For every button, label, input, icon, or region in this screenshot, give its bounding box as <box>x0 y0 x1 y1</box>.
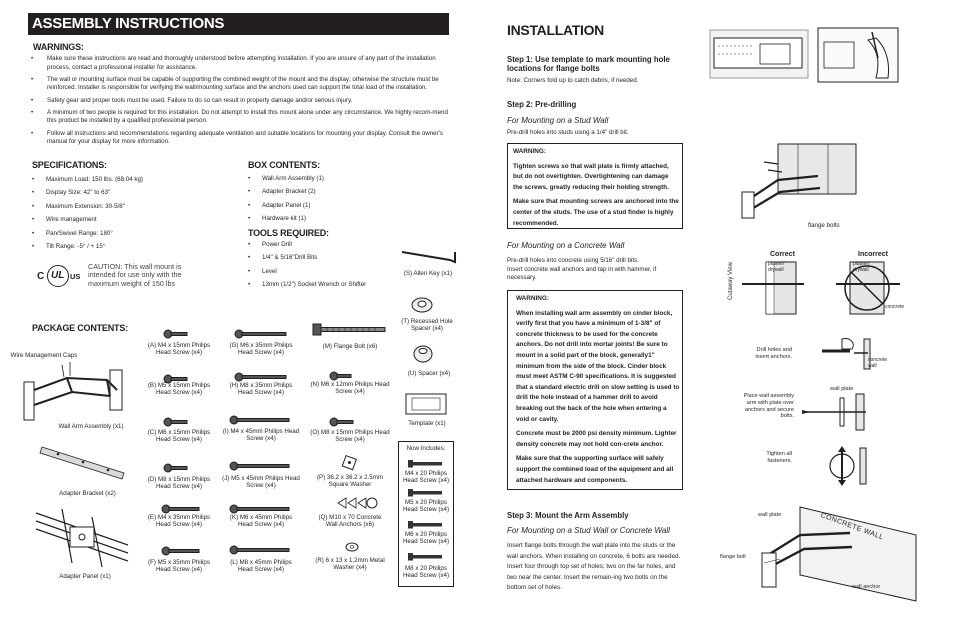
spec-item: • Maximum Extension: 30-5/8" <box>30 203 230 211</box>
include-item: M8 x 20 Philips Head Screw (x4) <box>402 565 450 580</box>
part-r-label: (R) 6 x 13 x 1.2mm Metal Washer (x4) <box>315 557 385 572</box>
concrete-label-small: concrete <box>885 304 905 310</box>
wall-plate-label-2: wall plate <box>758 512 782 518</box>
screw-a-illustration <box>164 330 194 340</box>
recessed-spacer-illustration <box>410 296 434 314</box>
concrete-text-2: Insert concrete wall anchors and tap in with hammer, if necessary. <box>507 266 657 281</box>
part-m-label: (M) Flange Bolt (x6) <box>322 343 378 350</box>
drill-holes-label: Drill holes and insert anchors. <box>755 347 792 360</box>
include-screw-icon <box>408 460 448 468</box>
part-p-label: (P) 36.2 x 36.2 x 2.5mm Square Washer <box>316 474 384 489</box>
warning2-p2: Concrete must be 2000 psi density minimum. Lighter density concrete may not hold con-crete anchor. <box>516 430 677 448</box>
correct-label: Correct <box>770 251 795 258</box>
screw-d-illustration <box>164 464 194 474</box>
warning-item: • Safety gear and proper tools must be used. Failure to do so can result in property damage and/or serious injury. <box>29 97 454 106</box>
part-h-label: (H) M8 x 35mm Philips Head Screw (x4) <box>229 382 293 397</box>
ul-mark: UL <box>51 270 65 281</box>
concrete-anchors-illustration <box>336 497 380 509</box>
metal-washer-illustration <box>344 542 360 552</box>
include-screw-icon <box>408 553 448 561</box>
tools-list <box>246 241 406 295</box>
warnings-heading: WARNINGS: <box>33 42 84 52</box>
template-illustration <box>404 392 448 416</box>
include-item: M6 x 20 Philips Head Screw (x4) <box>402 531 450 546</box>
spec-item: • Pan/Swivel Range: 180° <box>30 230 230 238</box>
concrete-wall-small-label: concrete wall <box>868 357 888 369</box>
flange-bolt-illustration <box>313 323 393 337</box>
box-item: • Adapter Bracket (2) <box>246 188 396 196</box>
spec-item: • Wire management <box>30 216 230 224</box>
part-a-label: (A) M4 x 15mm Philips Head Screw (x4) <box>147 342 211 357</box>
screw-i-illustration <box>230 416 300 426</box>
part-o-label: (O) M8 x 15mm Philips Head Screw (x4) <box>310 429 390 444</box>
screw-l-illustration <box>230 546 300 556</box>
wall-plate-label: wall plate <box>830 386 854 392</box>
step1-note: Note: Corners fold up to catch debris, if needed. <box>507 77 639 84</box>
box-item: • Hardware kit (1) <box>246 215 396 223</box>
incorrect-label: Incorrect <box>858 251 888 258</box>
square-washer-illustration <box>342 455 358 471</box>
place-plate-illustration <box>800 392 880 432</box>
part-n-label: (N) M6 x 12mm Philips Head Screw (x4) <box>310 381 390 396</box>
warning-item: • The wall or mounting surface must be capable of supporting the combined weight of the mount and the display; otherwise the structure must be reinforced. Installer is responsible for verifying the wall/mounting surface and the anchors used can support the total load of the installation. <box>29 76 454 93</box>
tool-item: • Level <box>246 268 406 276</box>
include-item: M5 x 20 Philips Head Screw (x4) <box>402 499 450 514</box>
ul-c-mark: C <box>37 271 45 282</box>
stud-wall-subtitle: For Mounting on a Stud Wall <box>507 116 609 125</box>
assembly-title-bar <box>28 13 449 35</box>
screw-o-illustration <box>330 418 360 428</box>
flange-bolt-label: flange bolt <box>720 554 746 560</box>
part-u-label: (U) Spacer (x4) <box>407 370 451 377</box>
allen-key-illustration <box>400 248 460 268</box>
plaster-label-correct: plaster/ drywall <box>768 261 785 273</box>
part-g-label: (G) M6 x 35mm Philips Head Screw (x4) <box>229 342 293 357</box>
warning1-p2: Make sure that mounting screws are anchored into the center of the studs. The use of a stud finder is highly recommended. <box>513 198 679 227</box>
marking-holes-illustration <box>818 28 900 84</box>
specs-heading: SPECIFICATIONS: <box>32 160 107 170</box>
warning-box-2 <box>507 290 683 490</box>
part-i-label: (I) M4 x 45mm Philips Head Screw (x4) <box>222 428 300 443</box>
wire-caps-label: Wire Management Caps <box>10 352 78 359</box>
warning1-heading: WARNING: <box>513 148 547 155</box>
part-l-label: (L) M8 x 45mm Philips Head Screw (x4) <box>230 559 292 574</box>
step3-text: Insert flange bolts through the wall plate into the studs or the wall anchors. When installing on concrete, 6 bolts are needed. Insert four through top set of holes; two on the far holes, and two near the center. Insert the remain-ing two bolts on the bottom set of holes. <box>507 542 681 592</box>
concrete-text-1: Pre-drill holes into concrete using 5/16" drill bits. <box>507 257 639 264</box>
stud-wall-text: Pre-drill holes into studs using a 1/4" drill bit. <box>507 129 629 136</box>
template-label: Template (x1) <box>408 420 446 427</box>
spec-item: • Tilt Range: -5° / + 15° <box>30 243 230 251</box>
include-screw-icon <box>408 489 448 497</box>
stud-wall-mount-illustration <box>738 140 858 220</box>
tighten-label: Tighten all fasteners. <box>766 451 792 464</box>
ul-us-mark: US <box>70 272 81 281</box>
cutaway-label: Cutaway View <box>728 262 734 300</box>
wall-arm-illustration <box>22 360 132 422</box>
ul-certification-logo <box>37 264 81 292</box>
adapter-bracket-illustration <box>38 443 128 483</box>
tool-item: • Power Drill <box>246 241 406 249</box>
warning2-heading: WARNING: <box>516 295 550 302</box>
screw-c-illustration <box>164 418 194 428</box>
part-b-label: (B) M5 x 15mm Philips Head Screw (x4) <box>147 382 211 397</box>
warning-box-1 <box>507 143 683 229</box>
warnings-list <box>29 55 454 150</box>
box-contents-list <box>246 175 396 229</box>
screw-f-illustration <box>162 547 202 557</box>
tighten-illustration <box>812 446 872 486</box>
assembly-title: ASSEMBLY INSTRUCTIONS <box>32 15 225 32</box>
screw-g-illustration <box>235 330 295 340</box>
part-e-label: (E) M4 x 35mm Philips Head Screw (x4) <box>147 514 211 529</box>
part-k-label: (K) M6 x 45mm Philips Head Screw (x4) <box>229 514 293 529</box>
box-item: • Wall Arm Assembly (1) <box>246 175 396 183</box>
plaster-label-incorrect: plaster/ drywall <box>853 261 870 273</box>
wall-arm-label: Wall Arm Assembly (x1) <box>58 423 124 430</box>
part-t-label: (T) Recessed Hole Spacer (x4) <box>401 318 453 333</box>
step2-title: Step 2: Pre-drilling <box>507 100 577 109</box>
spec-item: • Display Size: 42" to 63" <box>30 189 230 197</box>
warning2-p3: Make sure that the supporting surface will safely support the combined load of the equipment and all attached hardware and components. <box>516 455 674 484</box>
part-c-label: (C) M6 x 15mm Philips Head Screw (x4) <box>147 429 211 444</box>
box-item: • Adapter Panel (1) <box>246 202 396 210</box>
include-screw-icon <box>408 521 448 529</box>
part-s-label: (S) Allen Key (x1) <box>403 270 453 277</box>
tool-item: • 1/4" & 5/16"Drill Bits <box>246 254 406 262</box>
warning-item: • Follow all instructions and recommendations regarding adequate ventilation and suitable locations for mounting your display. Consult the owner's manual for your display for more information. <box>29 130 454 147</box>
step3-title: Step 3: Mount the Arm Assembly <box>507 511 629 520</box>
flange-bolts-label: flange bolts <box>808 222 840 229</box>
include-item: M4 x 20 Philips Head Screw (x4) <box>402 470 450 485</box>
place-wall-assembly-label: Place wall assembly arm with plate over anchors and secure bolts. <box>743 393 794 420</box>
warning-item: • Make sure these instructions are read and thoroughly understood before attempting installation. If you are unsure of any part of the installation process, contact a professional installer for assistance. <box>29 55 454 72</box>
spacer-illustration <box>412 344 434 364</box>
spec-item: • Maximum Load: 150 lbs. (68.04 kg) <box>30 176 230 184</box>
tools-heading: TOOLS REQUIRED: <box>248 228 329 238</box>
screw-j-illustration <box>230 462 300 472</box>
now-includes-heading: Now Includes: <box>406 445 446 452</box>
adapter-bracket-label: Adapter Bracket (x2) <box>59 490 116 497</box>
adapter-panel-illustration <box>32 505 132 567</box>
warning-item: • A minimum of two people is required for this installation. Do not attempt to install this mount alone under any circumstance. We highly recom-mend this product be installed by a qualified professional person. <box>29 109 454 126</box>
warning1-p1: Tighten screws so that wall plate is firmly attached, but do not overtighten. Overtightening can damage the screws, greatly reducing their holding strength. <box>513 162 669 191</box>
template-on-wall-illustration <box>710 30 810 80</box>
caution-text: CAUTION: This wall mount is intended for use only with the maximum weight of 150 lbs <box>88 262 182 288</box>
wall-anchor-label: wall anchor <box>852 584 881 590</box>
step1-title: Step 1: Use template to mark mounting hole locations for flange bolts <box>507 55 670 74</box>
concrete-wall-big-label: CONCRETE WALL <box>819 512 885 542</box>
specs-list <box>30 176 230 256</box>
part-f-label: (F) M5 x 35mm Philips Head Screw (x4) <box>148 559 210 574</box>
tool-item: • 13mm (1/2") Socket Wrench or Shifter <box>246 281 406 289</box>
installation-title: INSTALLATION <box>507 22 604 38</box>
part-q-label: (Q) M10 x 70 Concrete Wall Anchors (x6) <box>318 514 382 529</box>
package-contents-heading: PACKAGE CONTENTS: <box>32 323 128 333</box>
step3-subtitle: For Mounting on a Stud Wall or Concrete Wall <box>507 526 670 535</box>
part-j-label: (J) M5 x 45mm Philips Head Screw (x4) <box>222 475 300 490</box>
box-contents-heading: BOX CONTENTS: <box>248 160 320 170</box>
part-d-label: (D) M8 x 15mm Philips Head Screw (x4) <box>147 476 211 491</box>
concrete-wall-subtitle: For Mounting on a Concrete Wall <box>507 241 625 250</box>
warning2-p1: When installing wall arm assembly on cinder block, verify first that you have a minimum of 1-3/8" of concrete thickness to be used for the concrete anchors. Do not drill into mortar joints! Be sure to mount in a solid part of the block, generally1" minimum from the side of the block. Cinder block must meet ASTM C-90 specifications. It is suggested that a standard electric drill on slow setting is used to drill the hole instead of a hammer drill to avoid breaking out the back of the hole when entering a void or cavity. <box>516 309 680 423</box>
adapter-panel-label: Adapter Panel (x1) <box>59 573 111 580</box>
